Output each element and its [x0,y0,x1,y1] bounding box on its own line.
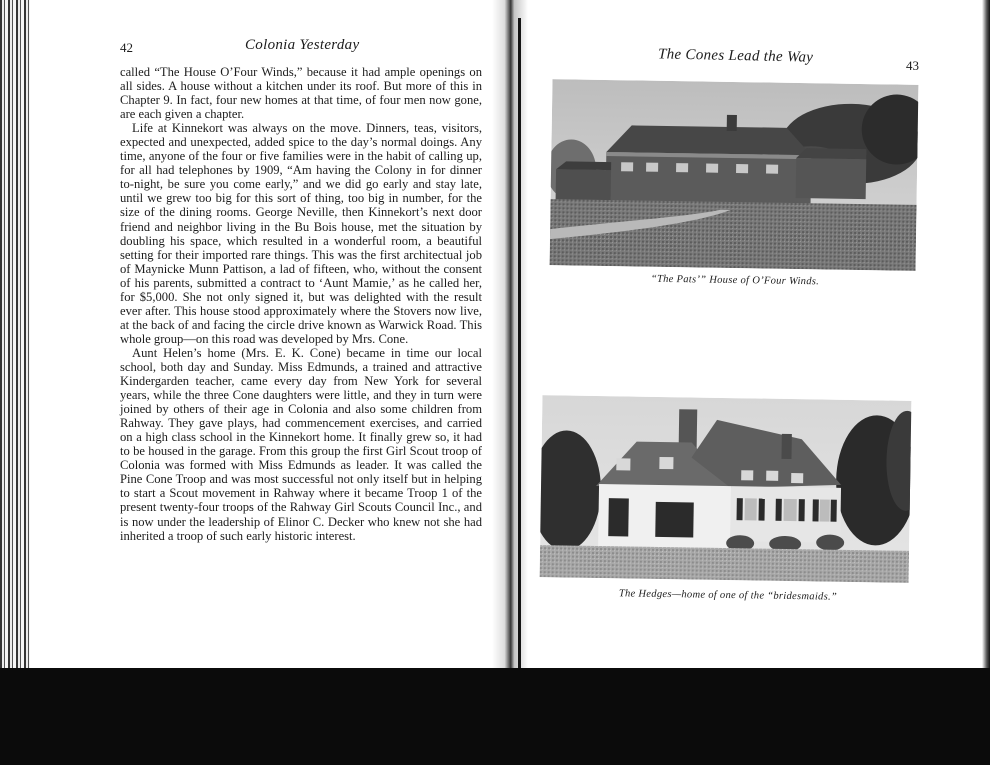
paragraph: called “The House O’Four Winds,” because it had ample openings on all sides. A house without a kitchen under its roof. But more of this in Chapter 9. In fact, four new homes at that time, of four men now gone, are each given a chapter. [120,65,482,122]
book-gutter [492,0,528,680]
photo-caption: The Hedges—home of one of the “bridesmaids.” [618,588,838,603]
right-running-head: The Cones Lead the Way [657,46,814,66]
right-page-edge [982,0,990,690]
right-page-number: 43 [906,58,919,73]
left-page-number: 42 [120,40,133,55]
photo-caption: “The Pats’” House of O’Four Winds. [650,273,820,288]
paragraph: Aunt Helen’s home (Mrs. E. K. Cone) became in time our local school, both day and Sunday. Miss Edmunds, a trained and attractive Kindergarden teacher, came every day from New York for several years, while the three Cone daughters were little, and they in turn were joined by others of their age in Colonia and also some children from Rahway. They gave plays, had commencement exercises, and carried on a high class school in the Kinnekort home. It finally grew so, it had to be housed in the garage. From this group the first Girl Scout troop of Colonia was formed with Miss Edmunds as leader. It was called the Pine Cone Troop and was most successful not only itself but in helping to start a Scout movement in Rahway where it became Troop 1 of the present twenty-four troops of the Rahway Girl Scouts Council Inc., and is now under the leadership of Elinor C. Decker who knew not she had inherited a troop of such early historic interest. [120,345,482,543]
photo-house-of-four-winds [550,79,919,271]
photo-the-hedges [540,395,912,583]
scan-bottom-shadow [0,668,990,765]
gutter-shadow-line [518,18,521,670]
left-page-body [120,65,482,543]
left-page-edges [0,0,30,680]
paragraph: Life at Kinnekort was always on the move. Dinners, teas, visitors, expected and unexpected, added spice to the day’s normal doings. Any time, anyone of the four or five families were in the habit of calling up, for all had telephones by 1909, “Am having the Colony in for dinner to-night, be sure you come early,” and we did go early and stay late, until we grew too big for this sort of thing, too big in number, for the size of the dining rooms. George Neville, then Kinnekort’s next door friend and neighbor living in the Bu Bois house, met the situation by doubling his space, which resulted in a wonderful room, a beautiful setting for their imported rare things. This was the first architectual job of Maynicke Munn Pattison, a lad of fifteen, who, without the consent of his parents, submitted a contract to ‘Aunt Mamie,’ as he called her, for $5,000. She not only signed it, but was delighted with the result ever after. This house stood approximately where the Stovers now live, at the back of and facing the circle drive known as Warwick Road. This whole group—on this road was developed by Mrs. Cone. [120,121,482,346]
left-running-head: Colonia Yesterday [245,37,360,53]
